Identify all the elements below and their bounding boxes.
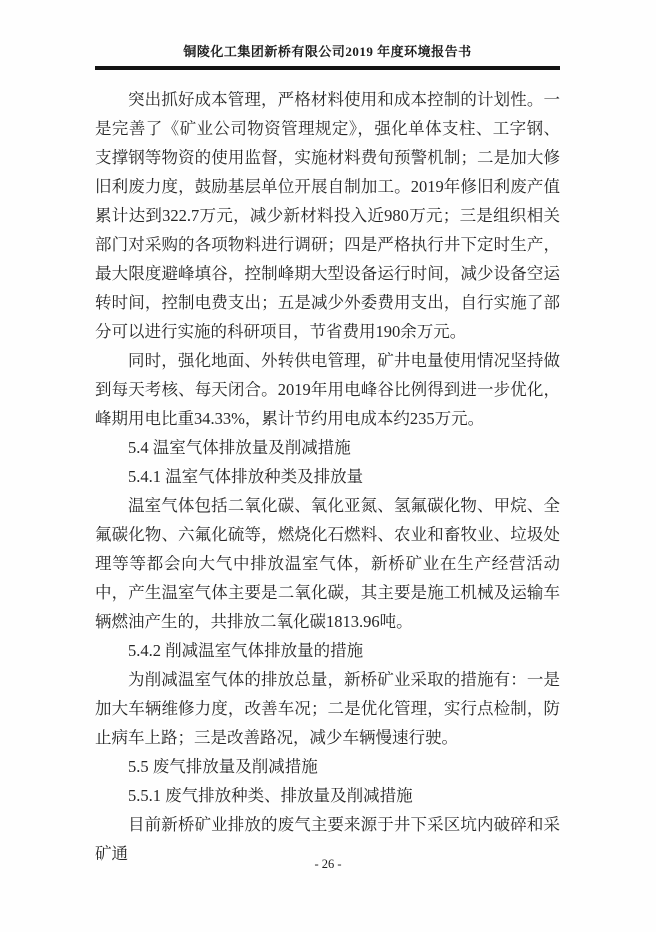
paragraph-greenhouse-gas-emissions: 温室气体包括二氧化碳、氧化亚氮、氢氟碳化物、甲烷、全氟碳化物、六氟化硫等，燃烧化石燃料、农业和畜牧业、垃圾处理等等都会向大气中排放温室气体，新桥矿业在生产经营活动中，产生温室气体主要是二氧化碳，其主要是施工机械及运输车辆燃油产生的，共排放二氧化碳1813.96吨。 bbox=[95, 496, 560, 631]
header-divider bbox=[95, 66, 560, 70]
section-heading-5-5: 5.5 废气排放量及削减措施 bbox=[128, 757, 318, 776]
page-footer bbox=[0, 857, 656, 872]
page-header bbox=[95, 0, 560, 70]
section-heading-5-4-1: 5.4.1 温室气体排放种类及排放量 bbox=[128, 467, 364, 486]
report-header-title: 铜陵化工集团新桥有限公司2019 年度环境报告书 bbox=[183, 44, 472, 59]
paragraph-cost-management: 突出抓好成本管理，严格材料使用和成本控制的计划性。一是完善了《矿业公司物资管理规定》，强化单体支柱、工字钢、支撑钢等物资的使用监督，实施材料费旬预警机制；二是加大修旧利废力度，鼓励基层单位开展自制加工。2019年修旧利废产值累计达到322.7万元，减少新材料投入近980万元；三是组织相关部门对采购的各项物料进行调研；四是严格执行井下定时生产，最大限度避峰填谷，控制峰期大型设备运行时间，减少设备空运转时间，控制电费支出；五是减少外委费用支出，自行实施了部分可以进行实施的科研项目，节省费用190余万元。 bbox=[95, 90, 560, 341]
page-number: - 26 - bbox=[314, 857, 342, 871]
section-heading-5-4-2: 5.4.2 削减温室气体排放量的措施 bbox=[128, 641, 364, 660]
paragraph-power-management: 同时，强化地面、外转供电管理，矿井电量使用情况坚持做到每天考核、每天闭合。2019年用电峰谷比例得到进一步优化，峰期用电比重34.33%，累计节约用电成本约235万元。 bbox=[95, 351, 560, 428]
section-heading-5-4: 5.4 温室气体排放量及削减措施 bbox=[128, 438, 351, 457]
section-heading-5-5-1: 5.5.1 废气排放种类、排放量及削减措施 bbox=[128, 786, 413, 805]
paragraph-waste-gas-source: 目前新桥矿业排放的废气主要来源于井下采区坑内破碎和采矿通 bbox=[95, 815, 560, 863]
paragraph-ghg-reduction-measures: 为削减温室气体的排放总量，新桥矿业采取的措施有：一是加大车辆维修力度，改善车况；二是优化管理，实行点检制，防止病车上路；三是改善路况，减少车辆慢速行驶。 bbox=[95, 670, 560, 747]
page-content bbox=[95, 0, 560, 868]
document-body bbox=[95, 85, 560, 868]
